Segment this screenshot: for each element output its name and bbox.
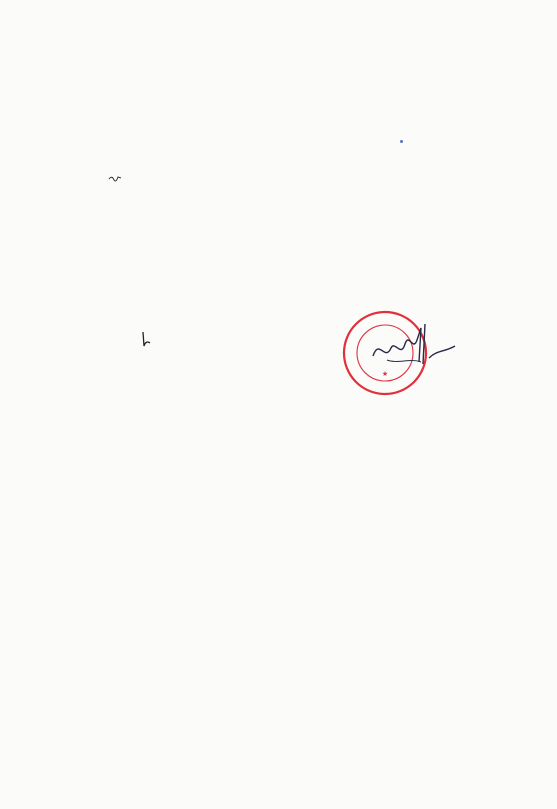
initial-mark-icon (141, 331, 151, 349)
handwritten-mark-icon (108, 174, 122, 184)
handwritten-signature-icon (367, 318, 463, 374)
seal-star-icon: ★ (381, 370, 389, 378)
request-paragraph (80, 171, 478, 189)
ink-dot (400, 140, 403, 143)
